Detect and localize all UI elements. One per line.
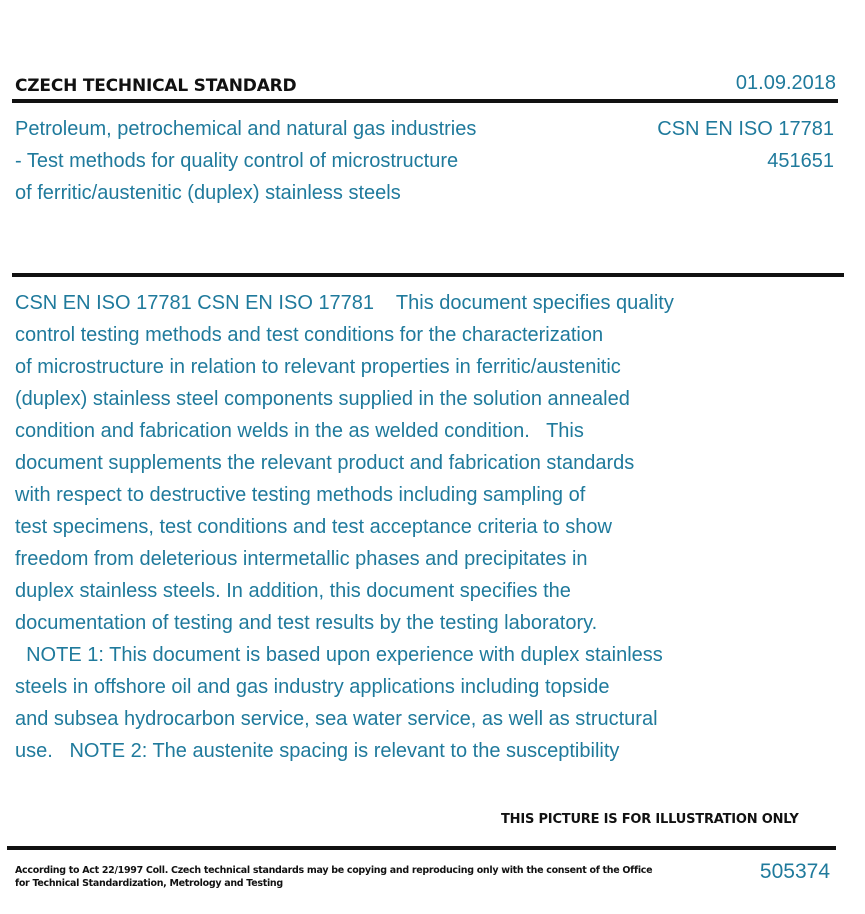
abstract-line: steels in offshore oil and gas industry applications including topside bbox=[15, 676, 610, 698]
title-line: of ferritic/austenitic (duplex) stainless steels bbox=[15, 182, 401, 204]
abstract-line: CSN EN ISO 17781 CSN EN ISO 17781 This document specifies quality bbox=[15, 292, 674, 314]
abstract-line: (duplex) stainless steel components supplied in the solution annealed bbox=[15, 388, 630, 410]
abstract-line: and subsea hydrocarbon service, sea water service, as well as structural bbox=[15, 708, 658, 730]
header-label: CZECH TECHNICAL STANDARD bbox=[15, 76, 297, 96]
title-line: - Test methods for quality control of microstructure bbox=[15, 150, 459, 172]
abstract-line: NOTE 1: This document is based upon experience with duplex stainless bbox=[15, 644, 663, 666]
abstract-line: freedom from deleterious intermetallic phases and precipitates in bbox=[15, 548, 588, 570]
abstract-line: use. NOTE 2: The austenite spacing is relevant to the susceptibility bbox=[15, 740, 620, 762]
standard-codes bbox=[657, 113, 834, 177]
legal-line: According to Act 22/1997 Coll. Czech technical standards may be copying and reproducing only with the consent of the Office bbox=[15, 865, 653, 876]
header-date: 01.09.2018 bbox=[735, 72, 836, 94]
abstract-line: test specimens, test conditions and test acceptance criteria to show bbox=[15, 516, 612, 538]
top-rule bbox=[12, 99, 838, 103]
middle-rule bbox=[12, 273, 844, 277]
abstract-line: with respect to destructive testing methods including sampling of bbox=[15, 484, 586, 506]
abstract-line: of microstructure in relation to relevant properties in ferritic/austenitic bbox=[15, 356, 621, 378]
standard-title bbox=[15, 113, 575, 209]
standard-code: CSN EN ISO 17781 bbox=[657, 118, 834, 140]
abstract-line: duplex stainless steels. In addition, this document specifies the bbox=[15, 580, 571, 602]
abstract-text bbox=[15, 287, 775, 767]
catalog-number: 451651 bbox=[767, 150, 834, 172]
abstract-line: documentation of testing and test results by the testing laboratory. bbox=[15, 612, 598, 634]
document-number: 505374 bbox=[759, 860, 830, 883]
bottom-rule bbox=[7, 846, 836, 850]
title-line: Petroleum, petrochemical and natural gas industries bbox=[15, 118, 477, 140]
abstract-line: document supplements the relevant product and fabrication standards bbox=[15, 452, 635, 474]
abstract-line: control testing methods and test conditions for the characterization bbox=[15, 324, 604, 346]
illustration-notice: THIS PICTURE IS FOR ILLUSTRATION ONLY bbox=[501, 812, 799, 827]
legal-notice bbox=[15, 864, 653, 890]
abstract-line: condition and fabrication welds in the as welded condition. This bbox=[15, 420, 584, 442]
legal-line: for Technical Standardization, Metrology and Testing bbox=[15, 878, 283, 889]
